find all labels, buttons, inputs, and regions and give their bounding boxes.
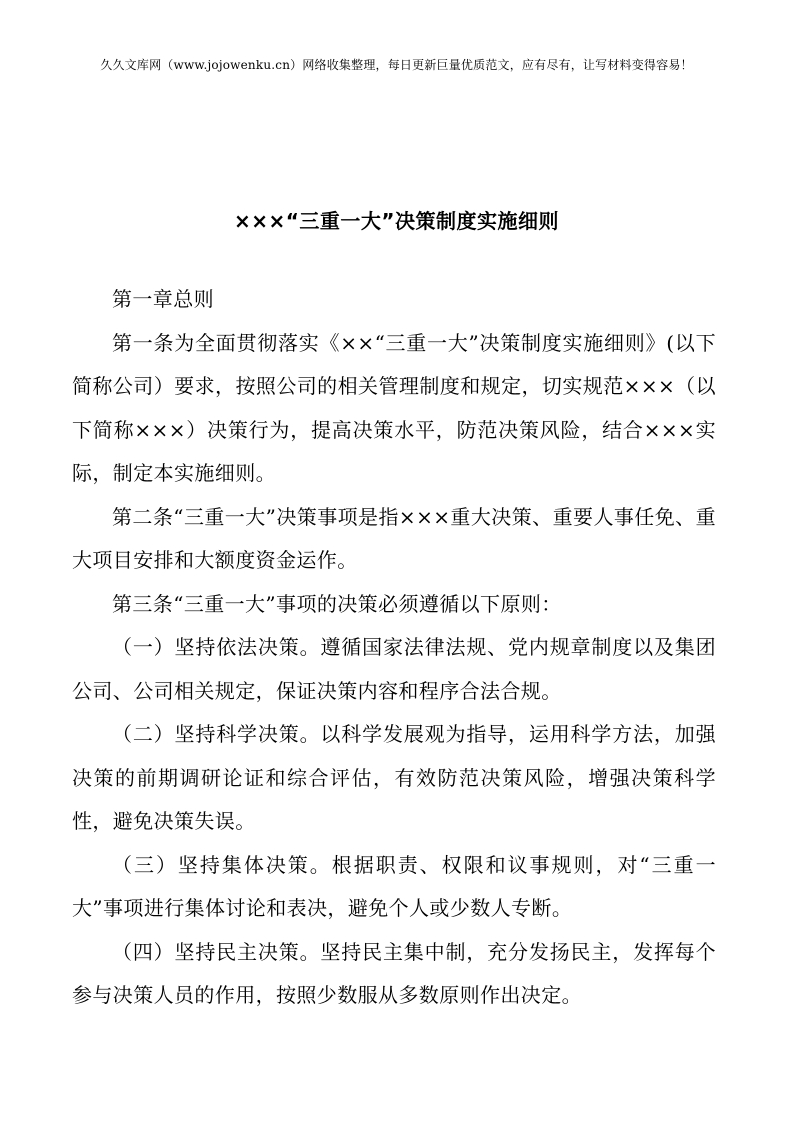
principle-2: （二）坚持科学决策。以科学发展观为指导，运用科学方法，加强决策的前期调研论证和综合评估，有效防范决策风险，增强决策科学性，避免决策失误。 <box>72 722 716 833</box>
principle-1: （一）坚持依法决策。遵循国家法律法规、党内规章制度以及集团公司、公司相关规定，保证决策内容和程序合法合规。 <box>72 635 716 703</box>
document-body <box>72 278 716 1018</box>
header-note: 久久文库网（www.jojowenku.cn）网络收集整理，每日更新巨量优质范文，应有尽有，让写材料变得容易！ <box>100 58 693 72</box>
document-title: ×××“三重一大”决策制度实施细则 <box>233 209 560 233</box>
article-1: 第一条为全面贯彻落实《××“三重一大”决策制度实施细则》(以下简称公司）要求，按照公司的相关管理制度和规定，切实规范×××（以下简称×××）决策行为，提高决策水平，防范决策风险，结合×××实际，制定本实施细则。 <box>72 330 716 485</box>
article-3: 第三条“三重一大”事项的决策必须遵循以下原则： <box>112 591 562 616</box>
principle-3: （三）坚持集体决策。根据职责、权限和议事规则，对“三重一大”事项进行集体讨论和表决，避免个人或少数人专断。 <box>72 852 716 920</box>
article-2: 第二条“三重一大”决策事项是指×××重大决策、重要人事任免、重大项目安排和大额度资金运作。 <box>72 504 716 572</box>
chapter-heading: 第一章总则 <box>112 287 214 311</box>
principle-4: （四）坚持民主决策。坚持民主集中制，充分发扬民主，发挥每个参与决策人员的作用，按照少数服从多数原则作出决定。 <box>72 939 716 1007</box>
